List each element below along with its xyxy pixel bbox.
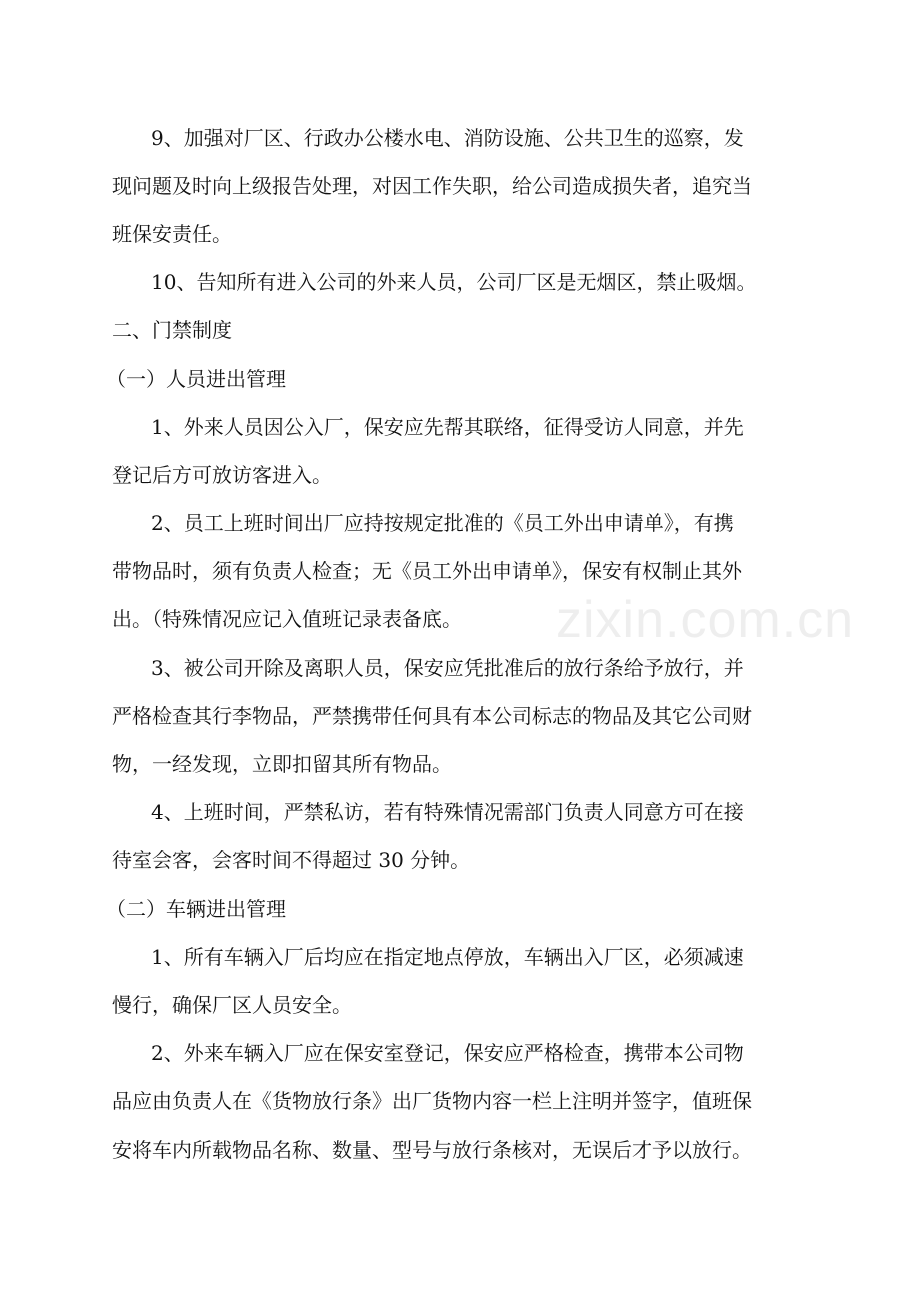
- personnel-item-2-line-2: 带物品时，须有负责人检查；无《员工外出申请单》，保安有权制止其外: [112, 559, 742, 583]
- vehicle-item-2-line-1: 2、外来车辆入厂应在保安室登记，保安应严格检查，携带本公司物: [151, 1041, 744, 1065]
- personnel-item-3-line-3: 物，一经发现，立即扣留其所有物品。: [112, 752, 452, 776]
- paragraph-9-line-2: 现问题及时向上级报告处理，对因工作失职，给公司造成损失者，追究当: [112, 174, 752, 198]
- personnel-item-2-line-1: 2、员工上班时间出厂应持按规定批准的《员工外出申请单》，有携: [151, 511, 734, 535]
- personnel-item-1-line-1: 1、外来人员因公入厂，保安应先帮其联络，征得受访人同意，并先: [151, 415, 744, 439]
- personnel-item-4-line-1: 4、上班时间，严禁私访，若有特殊情况需部门负责人同意方可在接: [151, 800, 744, 824]
- personnel-item-2-line-3: 出。（特殊情况应记入值班记录表备底。: [112, 607, 462, 631]
- personnel-item-1-line-2: 登记后方可放访客进入。: [112, 463, 332, 487]
- paragraph-10-line-1: 10、告知所有进入公司的外来人员，公司厂区是无烟区，禁止吸烟。: [151, 270, 757, 294]
- vehicle-item-2-line-2: 品应由负责人在《货物放行条》出厂货物内容一栏上注明并签字，值班保: [112, 1089, 752, 1113]
- paragraph-9-line-3: 班保安责任。: [112, 222, 232, 246]
- section-heading-access-control: 二、门禁制度: [112, 318, 232, 342]
- personnel-item-4-line-2: 待室会客，会客时间不得超过 30 分钟。: [112, 848, 471, 872]
- personnel-item-3-line-2: 严格检查其行李物品，严禁携带任何具有本公司标志的物品及其它公司财: [112, 704, 752, 728]
- vehicle-item-1-line-2: 慢行，确保厂区人员安全。: [112, 993, 352, 1017]
- personnel-item-3-line-1: 3、被公司开除及离职人员，保安应凭批准后的放行条给予放行，并: [151, 656, 744, 680]
- subsection-heading-vehicles: （二）车辆进出管理: [106, 897, 286, 921]
- vehicle-item-2-line-3: 安将车内所载物品名称、数量、型号与放行条核对，无误后才予以放行。: [112, 1138, 752, 1162]
- paragraph-9-line-1: 9、加强对厂区、行政办公楼水电、消防设施、公共卫生的巡察，发: [151, 126, 744, 150]
- site-watermark: zixin.com.cn: [556, 591, 855, 649]
- subsection-heading-personnel: （一）人员进出管理: [106, 367, 286, 391]
- vehicle-item-1-line-1: 1、所有车辆入厂后均应在指定地点停放，车辆出入厂区，必须减速: [151, 945, 744, 969]
